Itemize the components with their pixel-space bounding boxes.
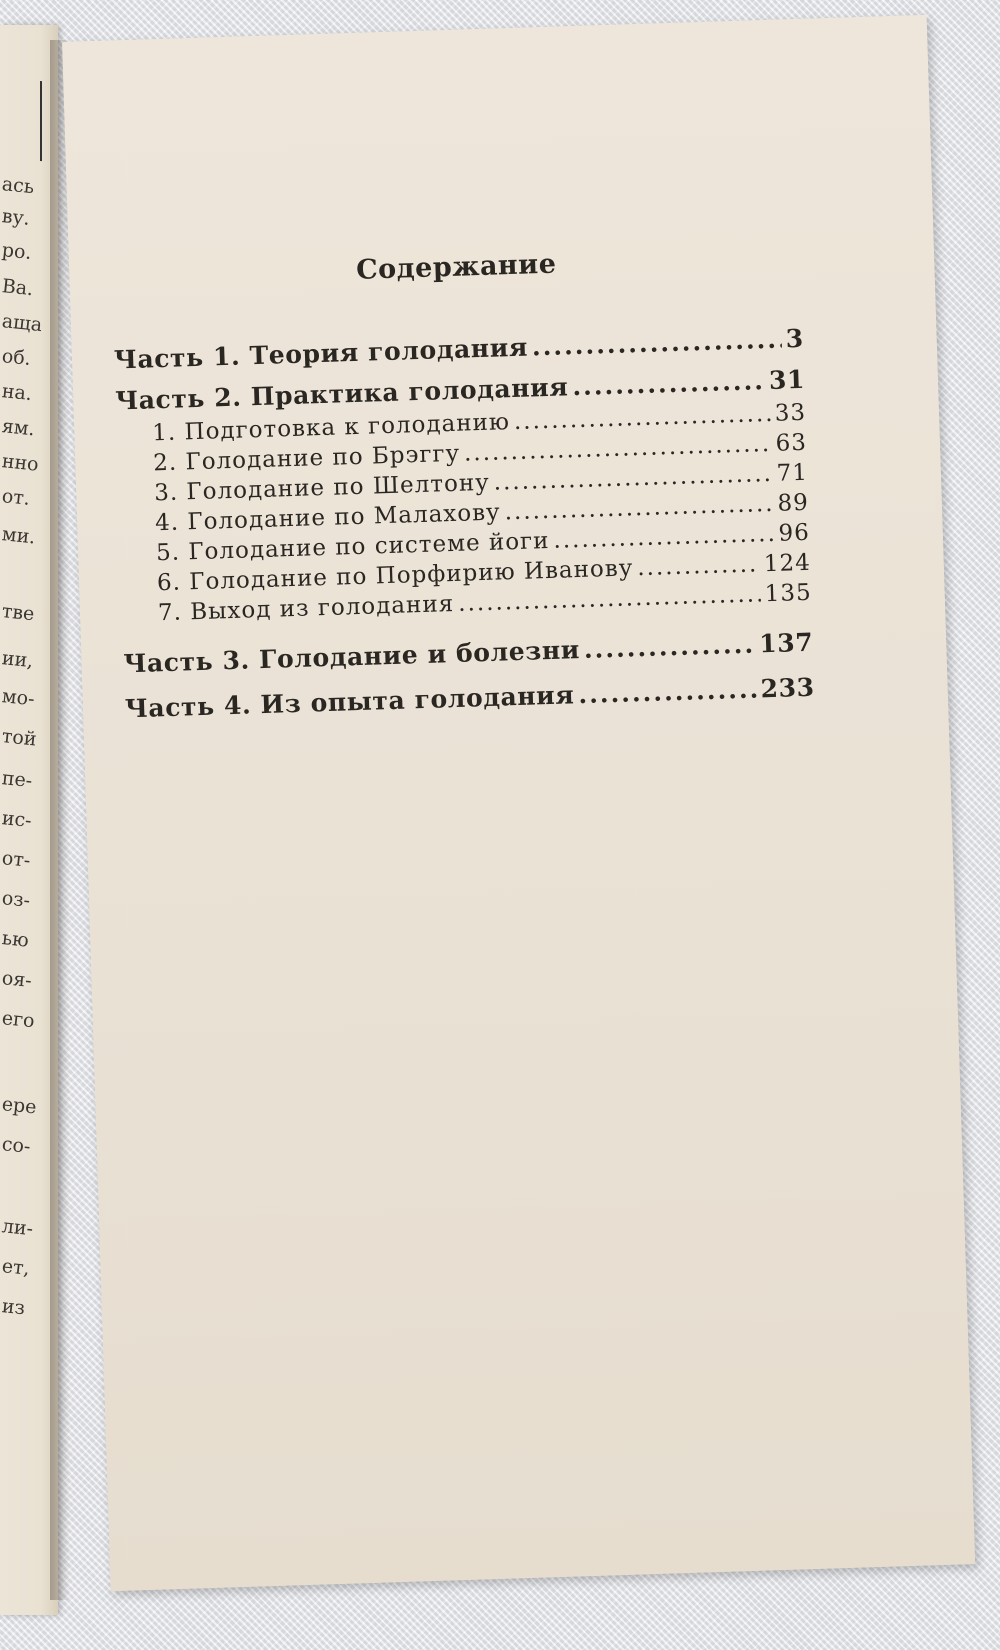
left-page-text-fragment: той bbox=[0, 725, 38, 751]
toc-entry-title: 7. Выход из голодания bbox=[157, 590, 455, 627]
dot-leader bbox=[553, 521, 775, 554]
toc-entry-page: 137 bbox=[758, 627, 814, 659]
left-page-text-fragment: мо- bbox=[0, 685, 36, 711]
toc-entry-title: 3. Голодание по Шелтону bbox=[153, 469, 491, 507]
toc-entry-title: Часть 3. Голодание и болезни bbox=[123, 635, 581, 679]
left-page-text-fragment: оз- bbox=[0, 887, 32, 912]
left-page-text-fragment: со- bbox=[0, 1133, 32, 1158]
toc-entry-page: 63 bbox=[775, 429, 808, 457]
toc-entry-page: 33 bbox=[774, 399, 807, 427]
dot-leader bbox=[531, 325, 782, 362]
left-page-text-fragment: на. bbox=[0, 380, 34, 406]
toc-entry-title: Часть 4. Из опыта голодания bbox=[124, 680, 575, 724]
book-page bbox=[62, 15, 975, 1591]
toc-entry-page: 124 bbox=[763, 549, 812, 578]
left-page-text-fragment: ис- bbox=[0, 807, 33, 833]
toc-entry-part-4 bbox=[125, 673, 816, 724]
contents-heading: Содержание bbox=[355, 248, 557, 286]
dot-leader bbox=[637, 551, 760, 581]
dot-leader bbox=[572, 366, 766, 401]
toc-entry-page: 31 bbox=[768, 364, 806, 395]
left-page-text-fragment: ву. bbox=[0, 205, 31, 230]
book-gutter-shadow bbox=[50, 40, 70, 1600]
left-page-text-fragment: ере bbox=[0, 1093, 38, 1119]
toc-entry-title: 1. Подготовка к голоданию bbox=[151, 409, 511, 447]
toc-entry-page: 96 bbox=[778, 519, 811, 547]
left-page-text-fragment: об. bbox=[0, 345, 32, 370]
toc-entry-title: 4. Голодание по Малахову bbox=[154, 499, 502, 537]
left-page-text-fragment: ли- bbox=[0, 1215, 35, 1241]
dot-leader bbox=[583, 630, 755, 664]
left-page-text-fragment: ет, bbox=[0, 1255, 31, 1280]
dot-leader bbox=[493, 461, 773, 496]
left-page-text-fragment: ии, bbox=[0, 647, 35, 673]
left-page-text-fragment: его bbox=[0, 1007, 36, 1033]
toc-entry-part-1 bbox=[114, 324, 805, 375]
left-page-text-fragment: ми. bbox=[0, 523, 37, 549]
toc-entry-title: 6. Голодание по Порфирию Иванову bbox=[156, 555, 634, 597]
left-page-text-fragment: Ва. bbox=[0, 275, 35, 301]
left-page-text-fragment: ью bbox=[0, 927, 30, 952]
dot-leader bbox=[504, 491, 774, 525]
toc-entry-title: Часть 1. Теория голодания bbox=[113, 332, 529, 375]
left-page-text-fragment: аща bbox=[0, 310, 44, 337]
running-head-rule bbox=[0, 79, 42, 161]
left-page-text-fragment: ям. bbox=[0, 415, 36, 441]
dot-leader bbox=[464, 431, 773, 467]
left-page-text-fragment: тве bbox=[0, 600, 36, 626]
dot-leader bbox=[458, 581, 761, 616]
toc-entry-page: 71 bbox=[776, 459, 809, 487]
table-of-contents bbox=[111, 241, 815, 723]
toc-entry-title: 2. Голодание по Брэггу bbox=[152, 440, 461, 477]
toc-entry-page: 135 bbox=[764, 579, 813, 608]
left-page-text-fragment: от. bbox=[0, 485, 31, 510]
left-page-text-fragment: из bbox=[0, 1295, 27, 1320]
left-page-text-fragment: от- bbox=[0, 847, 32, 872]
toc-entry-page: 3 bbox=[785, 323, 805, 354]
toc-entry-page: 89 bbox=[777, 489, 810, 517]
toc-entry-title: 5. Голодание по системе йоги bbox=[155, 527, 550, 567]
dot-leader bbox=[578, 675, 757, 710]
dot-leader bbox=[514, 401, 772, 435]
left-page-text-fragment: нно bbox=[0, 450, 40, 476]
toc-entry-title: Часть 2. Практика голодания bbox=[114, 372, 569, 416]
toc-entry-part-3 bbox=[123, 628, 814, 679]
left-page-text-fragment: оя- bbox=[0, 967, 33, 993]
left-page-text-fragment: ась bbox=[0, 173, 36, 199]
left-page-text-fragment: пе- bbox=[0, 767, 34, 793]
left-page-text-fragment: ро. bbox=[0, 239, 33, 265]
toc-entry-page: 233 bbox=[760, 672, 816, 704]
